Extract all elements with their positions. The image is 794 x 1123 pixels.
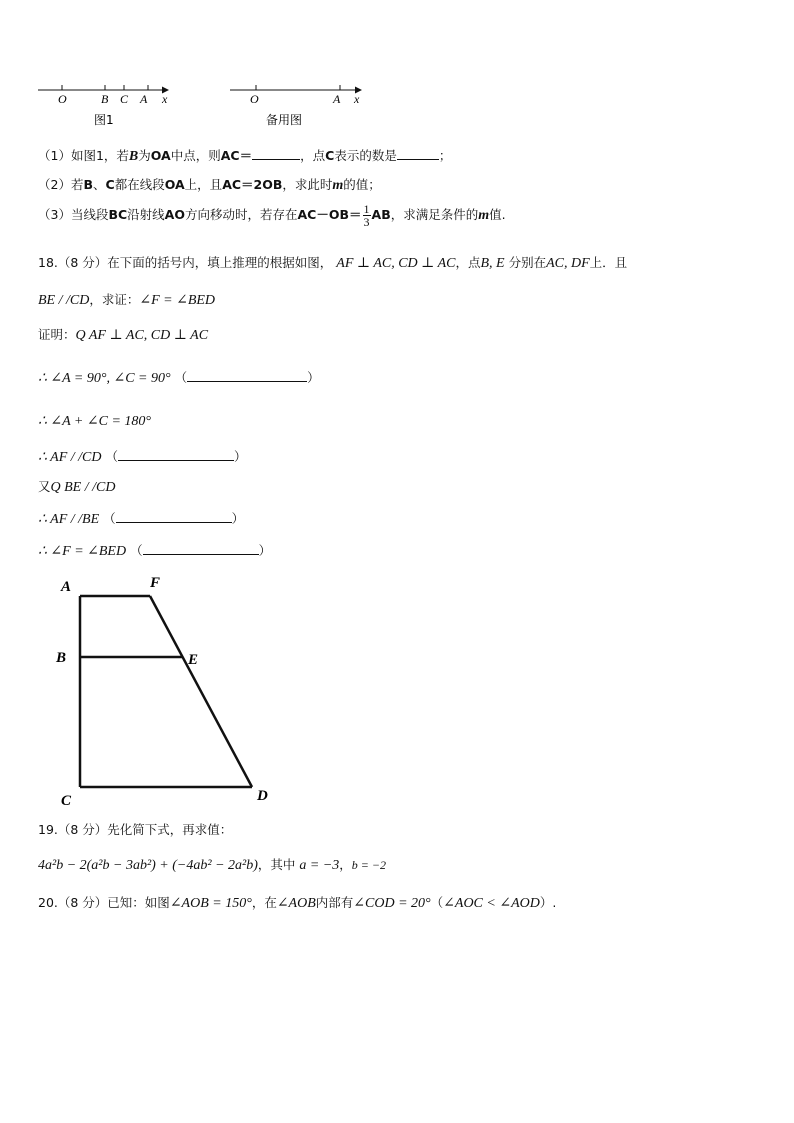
q17-p2-g: 上，且 [184, 177, 223, 192]
q18-step1-text: ∴ ∠A = 90°, ∠C = 90° [38, 371, 171, 386]
q18-line2 [38, 292, 215, 309]
q17-p1-e: 中点，则 [170, 148, 221, 163]
q20-m2: ∠AOB [276, 896, 316, 911]
q19-cond-a: a = −3 [299, 858, 340, 873]
q18-step6-open: （ [130, 543, 143, 558]
fraction-denominator: 3 [363, 215, 370, 229]
q18-step6-text: ∴ ∠F = ∠BED [38, 544, 127, 559]
q18-step6-close: ） [258, 543, 272, 558]
q18-proof-start [38, 327, 208, 344]
q19-expression-line [38, 857, 386, 874]
q17-p2-f: OA [164, 177, 185, 192]
q18-step6 [38, 542, 271, 560]
q17-p1-f: AC＝ [220, 148, 253, 163]
fig2-label-o: O [250, 92, 259, 106]
q18-head-b: ，点 [455, 255, 481, 270]
q20-m3: ∠COD = 20° [353, 896, 431, 911]
q18-step3-open: （ [105, 449, 118, 464]
q18-head-a: 18.（8 分）在下面的括号内，填上推理的根据如图， [38, 255, 333, 270]
q17-p3-h: ，求满足条件的 [390, 207, 479, 222]
q19-sep: ， [339, 857, 352, 872]
q20-a: ，在 [251, 895, 277, 910]
q20-head: 20.（8 分）已知：如图 [38, 895, 170, 910]
q17-p1-d: OA [150, 148, 171, 163]
q18-step3-blank[interactable] [118, 448, 234, 461]
q17-p2-d: C [105, 177, 115, 192]
fig1-label-c: C [120, 92, 129, 106]
q18-step2-text: ∴ ∠A + ∠C = 180° [38, 414, 151, 429]
q19-mid: ，其中 [257, 857, 296, 872]
q17-part1 [38, 147, 451, 165]
fraction-numerator: 1 [363, 202, 370, 216]
q17-p1-i: 表示的数是 [334, 148, 397, 163]
fig1-caption: 图1 [94, 113, 114, 127]
q17-p2-b: B [83, 177, 93, 192]
q20-b: 内部有 [315, 895, 354, 910]
q18-step3 [38, 448, 247, 466]
q18-step2 [38, 413, 151, 430]
q17-p1-h: C [325, 148, 335, 163]
q18-step5-open: （ [103, 511, 116, 526]
q17-p1-g: ，点 [300, 148, 326, 163]
q18-step4-a: 又 [38, 479, 51, 494]
fig1-label-o: O [58, 92, 67, 106]
q17-p3-e: 方向移动时，若存在 [184, 207, 298, 222]
trapezoid-figure [52, 572, 282, 812]
q17-p2-i: ，求此时 [282, 177, 333, 192]
q17-p2-k: 的值； [343, 177, 381, 192]
q17-p2-j: m [332, 178, 344, 193]
q17-p2-e: 都在线段 [114, 177, 165, 192]
q18-line2-m: BE / /CD [38, 293, 90, 308]
q17-p1-b: B [128, 149, 139, 164]
q17-p3-i: m [478, 208, 490, 223]
point-label-b: B [56, 650, 67, 666]
q20-d: ）. [539, 895, 557, 910]
q17-p1-j: ； [438, 148, 452, 163]
q19-heading [38, 822, 232, 838]
q18-step1-open: （ [174, 370, 188, 385]
q17-p3-fraction [363, 203, 371, 228]
q18-step5-close: ） [231, 511, 245, 526]
q17-p1-blank-ac[interactable] [252, 147, 300, 160]
q20-m1: ∠AOB = 150° [169, 896, 252, 911]
point-label-e: E [188, 652, 199, 668]
q17-part3 [38, 203, 506, 228]
q18-heading [38, 255, 627, 272]
q18-step5-blank[interactable] [116, 510, 232, 523]
q19-head: 19.（8 分）先化简下式，再求值： [38, 822, 233, 837]
q17-p3-b: BC [108, 207, 128, 222]
q17-p1-blank-c[interactable] [397, 147, 439, 160]
q20-m4: ∠AOC < ∠AOD [443, 896, 540, 911]
q17-p1-c: 为 [138, 148, 151, 163]
number-line-fig1 [38, 85, 169, 127]
q18-proof-m: Q AF ⊥ AC, CD ⊥ AC [75, 328, 209, 343]
q17-p1-a: （1）如图1，若 [38, 148, 129, 163]
point-label-a: A [61, 579, 72, 595]
q18-step4-m: Q BE / /CD [50, 480, 116, 495]
q17-p3-g: AB [371, 207, 391, 222]
q18-line2-a: ，求证： [89, 292, 140, 307]
q17-p3-c: 沿射线 [127, 207, 165, 222]
q19-cond-b: b = −2 [351, 858, 386, 872]
fig1-label-b: B [101, 92, 109, 106]
q17-p3-j: 值. [489, 207, 506, 222]
q20-c: （ [430, 895, 444, 910]
q17-p3-d: AO [164, 207, 185, 222]
q19-expression: 4a²b − 2(a²b − 3ab²) + (−4ab² − 2a²b) [38, 858, 258, 873]
q17-part2 [38, 177, 381, 194]
point-label-f: F [150, 575, 161, 591]
q18-step1-blank[interactable] [187, 369, 307, 382]
q18-step4 [38, 479, 115, 496]
number-line-fig2 [230, 85, 362, 127]
fig2-label-x: x [354, 92, 360, 106]
q18-step5-text: ∴ AF / /BE [38, 512, 100, 527]
q18-head-m2: B, E [480, 256, 505, 271]
q18-step5 [38, 510, 244, 528]
q17-p3-f: AC－OB＝ [297, 207, 362, 222]
q18-head-d: 上．且 [589, 255, 628, 270]
q17-p2-h: AC＝2OB [222, 177, 283, 192]
q20-heading [38, 895, 556, 912]
q18-step6-blank[interactable] [143, 542, 259, 555]
q18-line2-m2: ∠F = ∠BED [139, 293, 216, 308]
fig1-label-x: x [162, 92, 168, 106]
q17-p2-a: （2）若 [38, 177, 84, 192]
point-label-d: D [257, 788, 268, 804]
q17-p2-c: 、 [92, 177, 106, 192]
point-label-c: C [61, 793, 72, 809]
q18-head-m1: AF ⊥ AC, CD ⊥ AC [336, 256, 456, 271]
q18-head-m3: AC, DF [546, 256, 590, 271]
fig1-label-a: A [140, 92, 148, 106]
q18-step3-close: ） [234, 449, 247, 464]
q18-step3-text: ∴ AF / /CD [38, 450, 102, 465]
segment-fd [150, 596, 252, 787]
fig2-caption: 备用图 [266, 113, 303, 127]
q18-head-c: 分别在 [508, 255, 547, 270]
q18-step1 [38, 369, 320, 387]
q18-proof-label: 证明： [38, 327, 76, 342]
q18-step1-close: ） [307, 370, 320, 385]
number-line-figures [30, 82, 380, 130]
q17-p3-a: （3）当线段 [38, 207, 109, 222]
fig2-label-a: A [333, 92, 341, 106]
